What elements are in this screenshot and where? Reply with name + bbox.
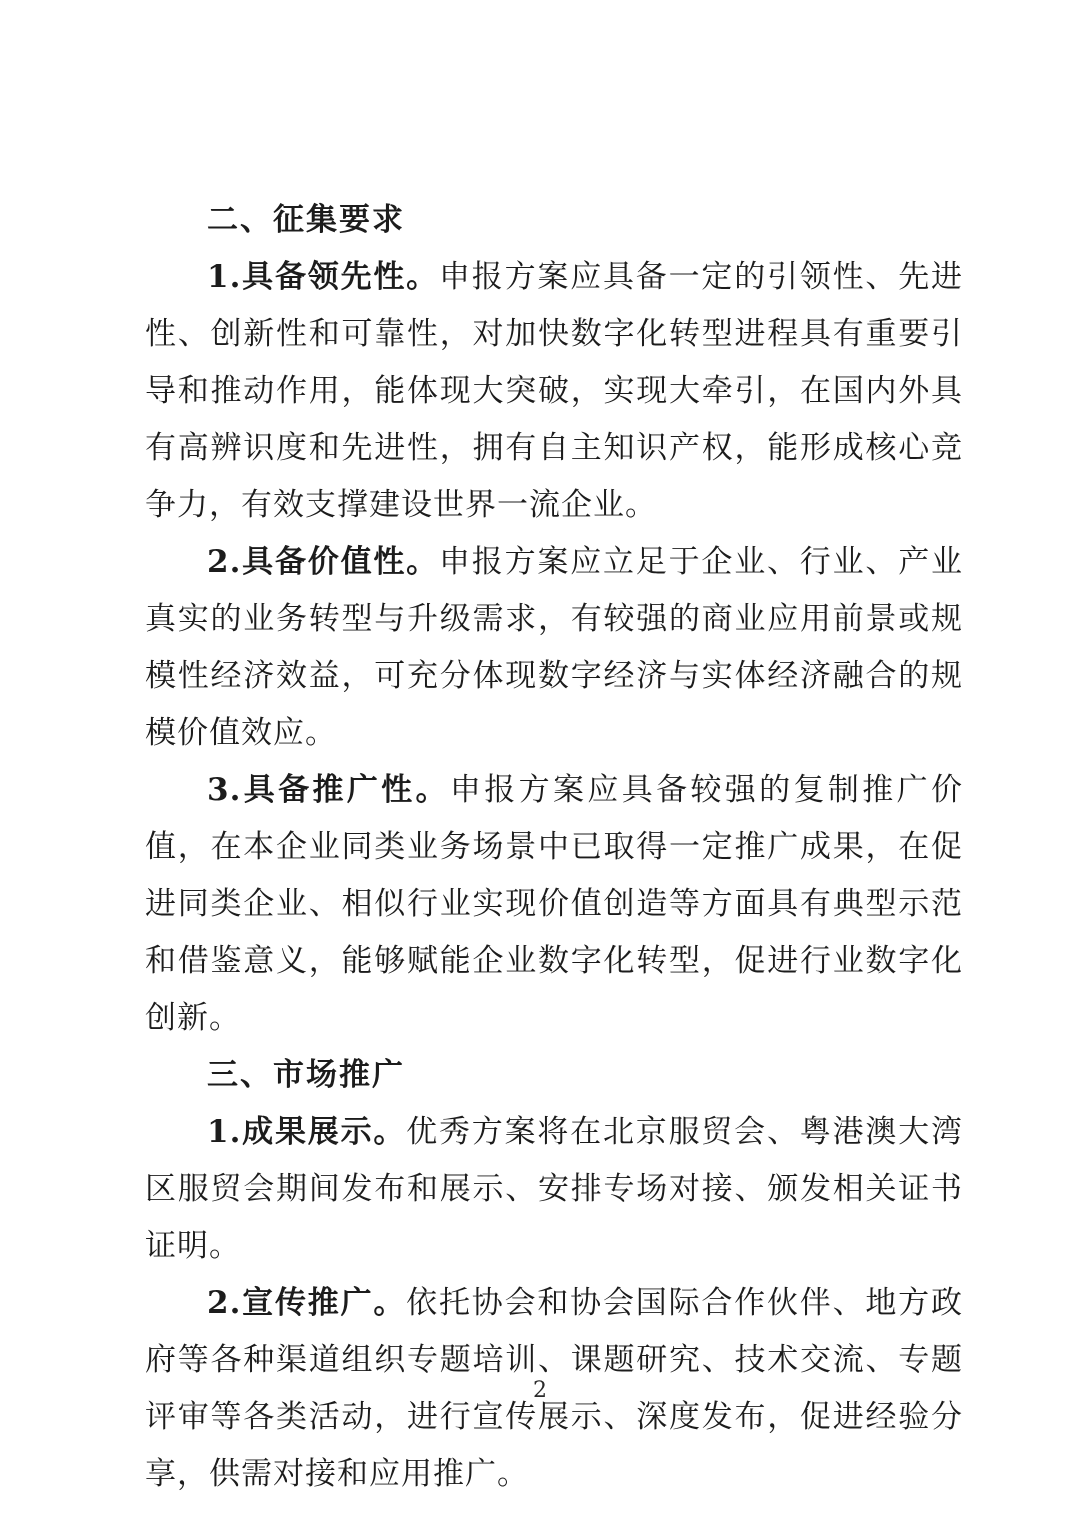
paragraph-results-display: [145, 1104, 963, 1275]
paragraph-text: 优秀方案将在北京服贸会、粤港澳大湾区服贸会期间发布和展示、安排专场对接、颁发相关证书证明。: [145, 1114, 963, 1264]
section-heading-requirements: 二、征集要求: [207, 202, 405, 238]
page-number: 2: [533, 1378, 547, 1403]
paragraph-lead-label: 3.具备推广性。: [207, 772, 450, 808]
section-heading-market-promotion: 三、市场推广: [207, 1057, 405, 1093]
paragraph-text: 申报方案应具备一定的引领性、先进性、创新性和可靠性，对加快数字化转型进程具有重要引导和推动作用，能体现大突破，实现大牵引，在国内外具有高辨识度和先进性，拥有自主知识产权，能形成核心竞争力，有效支撑建设世界一流企业。: [145, 259, 963, 523]
paragraph-text: 申报方案应立足于企业、行业、产业真实的业务转型与升级需求，有较强的商业应用前景或规模性经济效益，可充分体现数字经济与实体经济融合的规模价值效应。: [145, 544, 963, 751]
paragraph-lead-label: 2.宣传推广。: [207, 1285, 407, 1321]
paragraph-value-quality: [145, 534, 963, 762]
paragraph-leading-quality: [145, 249, 963, 534]
document-body: [145, 192, 963, 1503]
paragraph-text: 依托协会和协会国际合作伙伴、地方政府等各种渠道组织专题培训、课题研究、技术交流、专题评审等各类活动，进行宣传展示、深度发布，促进经验分享，供需对接和应用推广。: [145, 1285, 963, 1492]
paragraph-lead-label: 1.具备领先性。: [207, 259, 439, 295]
paragraph-promotion-quality: [145, 762, 963, 1047]
page-footer: [0, 1378, 1080, 1403]
paragraph-lead-label: 1.成果展示。: [207, 1114, 407, 1150]
paragraph-text: 申报方案应具备较强的复制推广价值，在本企业同类业务场景中已取得一定推广成果，在促进同类企业、相似行业实现价值创造等方面具有典型示范和借鉴意义，能够赋能企业数字化转型，促进行业数字化创新。: [145, 772, 963, 1036]
paragraph-lead-label: 2.具备价值性。: [207, 544, 439, 580]
